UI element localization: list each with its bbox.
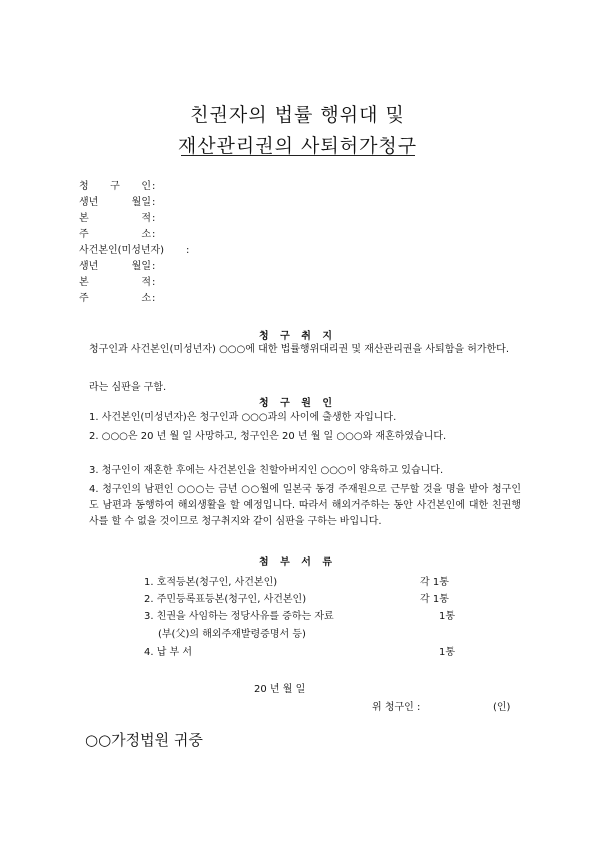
claimant-birthdate-colon: :	[152, 197, 156, 208]
signatory-claimant: 위 청구인 :	[372, 702, 421, 713]
document-title-line1: 친권자의 법률 행위대 및	[190, 104, 405, 126]
principal-domicile-colon: :	[152, 277, 156, 288]
attachment-qty-2: 각 1통	[420, 594, 449, 605]
attachment-item-1: 1. 호적등본(청구인, 사건본인)	[144, 577, 278, 588]
seal-mark: (인)	[493, 702, 511, 713]
claimant-label: 청 구 인	[79, 181, 151, 192]
grounds-item-3: 3. 청구인이 재혼한 후에는 사건본인을 친할아버지인 ○○○이 양육하고 있습니다.	[89, 465, 444, 476]
principal-birthdate-label: 생년 월일	[79, 261, 151, 272]
claimant-address-colon: :	[152, 229, 156, 240]
addressee-court: ○○가정법원 귀중	[85, 731, 203, 749]
title-underline	[181, 155, 415, 156]
grounds-item-1: 1. 사건본인(미성년자)은 청구인과 ○○○과의 사이에 출생한 자입니다.	[89, 412, 397, 423]
principal-label: 사건본인(미성년자)	[79, 245, 165, 256]
attachment-qty-1: 각 1통	[420, 577, 449, 588]
principal-colon: :	[186, 245, 190, 256]
grounds-item-2: 2. ○○○은 20 년 월 일 사망하고, 청구인은 20 년 월 일 ○○○와 재혼하였습니다.	[89, 431, 447, 442]
purpose-body: 청구인과 사건본인(미성년자) ○○○에 대한 법률행위대리권 및 재산관리권을 사퇴함을 허가한다.	[89, 344, 510, 355]
document-title-line2: 재산관리권의 사퇴허가청구	[177, 135, 418, 157]
filing-date: 20 년 월 일	[254, 684, 306, 695]
principal-domicile-label: 본 적	[79, 277, 151, 288]
grounds-item-4: 4. 청구인의 남편인 ○○○는 금년 ○○월에 일본국 동경 주재원으로 근무할 것을 명을 받아 청구인도 남편과 동행하여 해외생활을 할 예정입니다. 따라서 해외거주하는 동안 사건본인에 대한 친권행사를 할 수 없을 것이므로 청구취지와 같이 심판을 구하는 바입니다.	[89, 484, 521, 527]
attachment-item-2: 2. 주민등록표등본(청구인, 사건본인)	[144, 594, 307, 605]
purpose-heading: 청 구 취 지	[258, 331, 337, 342]
attachment-qty-4: 1통	[439, 647, 456, 658]
claimant-domicile-colon: :	[152, 213, 156, 224]
claimant-domicile-label: 본 적	[79, 213, 151, 224]
attachment-qty-3: 1통	[439, 611, 456, 622]
claimant-birthdate-label: 생년 월일	[79, 197, 151, 208]
attachment-item-4: 4. 납 부 서	[144, 647, 193, 658]
principal-birthdate-colon: :	[152, 261, 156, 272]
principal-address-label: 주 소	[79, 293, 151, 304]
purpose-closing: 라는 심판을 구함.	[89, 382, 167, 393]
attachment-item-3: 3. 친권을 사임하는 정당사유를 증하는 자료	[144, 611, 334, 622]
grounds-heading: 청 구 원 인	[258, 398, 337, 409]
claimant-address-label: 주 소	[79, 229, 151, 240]
attachment-item-3-note: (부(父)의 해외주재발령증명서 등)	[158, 629, 306, 640]
attachments-heading: 첨 부 서 류	[258, 557, 337, 568]
principal-address-colon: :	[152, 293, 156, 304]
claimant-colon: :	[152, 181, 156, 192]
